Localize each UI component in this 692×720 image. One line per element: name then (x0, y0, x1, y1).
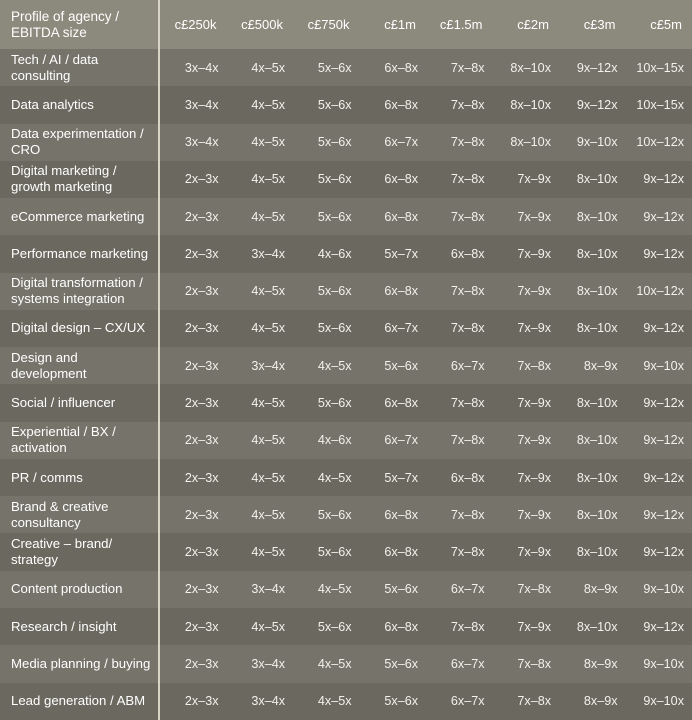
table-body (0, 49, 692, 720)
multiple-cell: 7x–8x (450, 172, 485, 187)
multiple-cell: 3x–4x (251, 246, 285, 261)
multiple-cell: 5x–6x (384, 582, 418, 597)
table-row (0, 422, 692, 459)
multiple-cell: 8x–10x (576, 321, 618, 336)
multiple-cell: 5x–6x (317, 396, 352, 411)
table-row (0, 459, 692, 496)
multiple-cell: 5x–6x (384, 358, 418, 373)
multiple-cell: 7x–9x (517, 545, 551, 560)
multiple-cell: 5x–6x (317, 209, 352, 224)
multiple-cell: 6x–8x (384, 619, 418, 634)
multiple-cell: 6x–8x (384, 60, 418, 75)
row-label: Brand & creative consultancy (11, 498, 109, 530)
multiple-cell: 9x–12x (643, 246, 684, 261)
multiple-cell: 10x–12x (636, 135, 684, 150)
multiple-cell: 6x–8x (450, 246, 485, 261)
row-label: Tech / AI / data consulting (11, 51, 99, 83)
multiple-cell: 4x–5x (251, 209, 285, 224)
multiple-cell: 5x–6x (317, 172, 352, 187)
table-row (0, 496, 692, 533)
column-header-1m: c£1m (384, 17, 416, 32)
multiple-cell: 4x–5x (317, 694, 352, 709)
column-header-3m: c£3m (583, 17, 616, 32)
multiple-cell: 6x–7x (450, 582, 485, 597)
row-label: eCommerce marketing (11, 208, 145, 224)
multiple-cell: 5x–7x (384, 246, 418, 261)
multiple-cell: 7x–9x (517, 172, 551, 187)
row-label: Digital transformation / systems integration (11, 275, 143, 307)
multiple-cell: 7x–8x (450, 507, 485, 522)
multiple-cell: 10x–12x (636, 284, 684, 299)
table-row (0, 347, 692, 384)
multiple-cell: 5x–6x (317, 507, 352, 522)
table-row (0, 273, 692, 310)
multiple-cell: 7x–8x (450, 135, 485, 150)
multiple-cell: 8x–10x (576, 284, 618, 299)
multiple-cell: 3x–4x (251, 582, 285, 597)
multiple-cell: 6x–7x (384, 135, 418, 150)
multiple-cell: 4x–5x (251, 60, 285, 75)
multiple-cell: 5x–6x (317, 97, 352, 112)
multiple-cell: 7x–8x (450, 396, 485, 411)
multiple-cell: 7x–8x (517, 582, 551, 597)
row-label: PR / comms (11, 469, 83, 485)
multiple-cell: 6x–8x (384, 545, 418, 560)
multiple-cell: 6x–8x (384, 209, 418, 224)
multiple-cell: 2x–3x (184, 246, 219, 261)
multiple-cell: 5x–6x (317, 284, 352, 299)
multiple-cell: 7x–8x (450, 321, 485, 336)
multiple-cell: 4x–5x (251, 507, 285, 522)
column-header-750k: c£750k (307, 17, 350, 32)
multiple-cell: 4x–5x (251, 284, 285, 299)
multiple-cell: 4x–5x (251, 545, 285, 560)
multiple-cell: 6x–7x (384, 321, 418, 336)
multiple-cell: 7x–8x (517, 694, 551, 709)
multiple-cell: 2x–3x (184, 172, 219, 187)
multiple-cell: 9x–12x (576, 60, 618, 75)
multiple-cell: 5x–6x (317, 619, 352, 634)
multiple-cell: 2x–3x (184, 507, 219, 522)
multiple-cell: 9x–12x (643, 209, 684, 224)
multiple-cell: 2x–3x (184, 396, 219, 411)
multiple-cell: 8x–10x (576, 433, 618, 448)
table-row (0, 571, 692, 608)
multiple-cell: 4x–5x (317, 470, 352, 485)
multiple-cell: 4x–5x (251, 321, 285, 336)
multiple-cell: 4x–5x (251, 470, 285, 485)
multiple-cell: 7x–8x (450, 284, 485, 299)
multiple-cell: 7x–8x (517, 656, 551, 671)
row-label: Performance marketing (11, 245, 149, 261)
table-row (0, 683, 692, 720)
row-label: Research / insight (11, 618, 117, 634)
multiple-cell: 8x–10x (576, 470, 618, 485)
table-row (0, 161, 692, 198)
multiple-cell: 7x–8x (450, 619, 485, 634)
table-row (0, 645, 692, 682)
multiple-cell: 4x–5x (317, 656, 352, 671)
multiple-cell: 7x–9x (517, 209, 551, 224)
multiple-cell: 4x–6x (317, 246, 352, 261)
multiple-cell: 3x–4x (251, 358, 285, 373)
multiple-cell: 8x–10x (510, 60, 551, 75)
multiple-cell: 7x–9x (517, 507, 551, 522)
row-label: Data experimentation / CRO (11, 126, 144, 158)
multiple-cell: 8x–10x (510, 97, 551, 112)
multiple-cell: 8x–10x (576, 545, 618, 560)
multiple-cell: 7x–9x (517, 396, 551, 411)
multiple-cell: 9x–10x (643, 582, 684, 597)
multiple-cell: 5x–6x (317, 135, 352, 150)
multiple-cell: 9x–12x (643, 470, 684, 485)
multiple-cell: 8x–10x (510, 135, 551, 150)
multiple-cell: 6x–7x (450, 358, 485, 373)
multiple-cell: 9x–12x (643, 507, 684, 522)
multiple-cell: 4x–5x (251, 396, 285, 411)
multiple-cell: 9x–10x (576, 135, 618, 150)
multiple-cell: 4x–5x (251, 172, 285, 187)
multiple-cell: 3x–4x (251, 694, 285, 709)
multiple-cell: 5x–6x (317, 321, 352, 336)
multiple-cell: 7x–9x (517, 619, 551, 634)
multiple-cell: 4x–5x (251, 619, 285, 634)
corner-header: Profile of agency / EBITDA size (11, 8, 120, 40)
multiple-cell: 3x–4x (184, 60, 219, 75)
table-row (0, 49, 692, 86)
multiple-cell: 9x–12x (576, 97, 618, 112)
row-label: Social / influencer (11, 395, 116, 411)
multiple-cell: 6x–7x (450, 656, 485, 671)
row-label: Media planning / buying (11, 655, 151, 671)
row-label: Design and development (11, 349, 87, 381)
multiple-cell: 9x–12x (643, 172, 684, 187)
table-row (0, 384, 692, 421)
multiple-cell: 10x–15x (636, 97, 684, 112)
multiple-cell: 4x–6x (317, 433, 352, 448)
row-label: Experiential / BX / activation (11, 424, 116, 456)
multiple-cell: 8x–10x (576, 507, 618, 522)
table-row (0, 310, 692, 347)
multiple-cell: 2x–3x (184, 656, 219, 671)
multiple-cell: 6x–8x (384, 284, 418, 299)
multiple-cell: 9x–12x (643, 545, 684, 560)
multiple-cell: 7x–8x (450, 545, 485, 560)
multiple-cell: 6x–8x (384, 97, 418, 112)
table-row (0, 533, 692, 570)
multiple-cell: 7x–9x (517, 470, 551, 485)
row-label: Digital marketing / growth marketing (11, 163, 117, 195)
row-label: Creative – brand/ strategy (11, 536, 113, 568)
row-label: Digital design – CX/UX (11, 320, 146, 336)
multiple-cell: 8x–10x (576, 396, 618, 411)
header-row (0, 0, 692, 49)
multiple-cell: 2x–3x (184, 284, 219, 299)
multiple-cell: 2x–3x (184, 209, 219, 224)
multiple-cell: 5x–6x (384, 656, 418, 671)
multiple-cell: 8x–9x (583, 358, 618, 373)
multiple-cell: 9x–10x (643, 694, 684, 709)
multiple-cell: 5x–6x (317, 60, 352, 75)
multiple-cell: 9x–12x (643, 396, 684, 411)
multiple-cell: 2x–3x (184, 619, 219, 634)
multiple-cell: 5x–6x (384, 694, 418, 709)
table-row (0, 235, 692, 272)
multiple-cell: 6x–8x (450, 470, 485, 485)
multiple-cell: 6x–7x (384, 433, 418, 448)
multiple-cell: 6x–7x (450, 694, 485, 709)
multiple-cell: 8x–9x (583, 582, 618, 597)
multiple-cell: 8x–10x (576, 246, 618, 261)
multiple-cell: 3x–4x (184, 97, 219, 112)
multiple-cell: 7x–9x (517, 284, 551, 299)
multiple-cell: 9x–10x (643, 358, 684, 373)
multiple-cell: 8x–10x (576, 209, 618, 224)
column-header-5m: c£5m (650, 17, 682, 32)
multiple-cell: 4x–5x (251, 97, 285, 112)
multiple-cell: 3x–4x (184, 135, 219, 150)
multiple-cell: 4x–5x (317, 582, 352, 597)
table-row (0, 608, 692, 645)
multiple-cell: 7x–8x (450, 433, 485, 448)
multiple-cell: 3x–4x (251, 656, 285, 671)
multiple-cell: 2x–3x (184, 321, 219, 336)
multiple-cell: 7x–8x (517, 358, 551, 373)
multiple-cell: 7x–9x (517, 246, 551, 261)
column-header-2m: c£2m (517, 17, 549, 32)
multiple-cell: 2x–3x (184, 582, 219, 597)
multiple-cell: 4x–5x (317, 358, 352, 373)
multiple-cell: 2x–3x (184, 433, 219, 448)
column-header-500k: c£500k (241, 17, 283, 32)
row-label: Lead generation / ABM (11, 693, 146, 709)
multiple-cell: 7x–8x (450, 60, 485, 75)
multiple-cell: 2x–3x (184, 470, 219, 485)
multiple-cell: 9x–12x (643, 321, 684, 336)
multiple-cell: 6x–8x (384, 172, 418, 187)
multiple-cell: 4x–5x (251, 135, 285, 150)
column-header-250k: c£250k (174, 17, 217, 32)
multiple-cell: 6x–8x (384, 396, 418, 411)
multiple-cell: 5x–6x (317, 545, 352, 560)
multiple-cell: 8x–10x (576, 172, 618, 187)
row-label: Content production (11, 581, 123, 597)
multiple-cell: 2x–3x (184, 694, 219, 709)
multiple-cell: 4x–5x (251, 433, 285, 448)
multiple-cell: 7x–9x (517, 321, 551, 336)
column-header-1-5m: c£1.5m (439, 17, 483, 32)
multiple-cell: 7x–8x (450, 97, 485, 112)
multiple-cell: 2x–3x (184, 545, 219, 560)
multiple-cell: 9x–12x (643, 433, 684, 448)
table-row (0, 198, 692, 235)
multiple-cell: 9x–12x (643, 619, 684, 634)
multiple-cell: 6x–8x (384, 507, 418, 522)
row-label: Data analytics (11, 96, 94, 112)
table-row (0, 86, 692, 123)
multiple-cell: 7x–8x (450, 209, 485, 224)
multiple-cell: 5x–7x (384, 470, 418, 485)
multiple-cell: 8x–9x (583, 694, 618, 709)
multiple-cell: 9x–10x (643, 656, 684, 671)
multiple-cell: 10x–15x (636, 60, 684, 75)
table-row (0, 124, 692, 161)
multiple-cell: 8x–9x (583, 656, 618, 671)
multiple-cell: 8x–10x (576, 619, 618, 634)
multiple-cell: 7x–9x (517, 433, 551, 448)
multiple-cell: 2x–3x (184, 358, 219, 373)
